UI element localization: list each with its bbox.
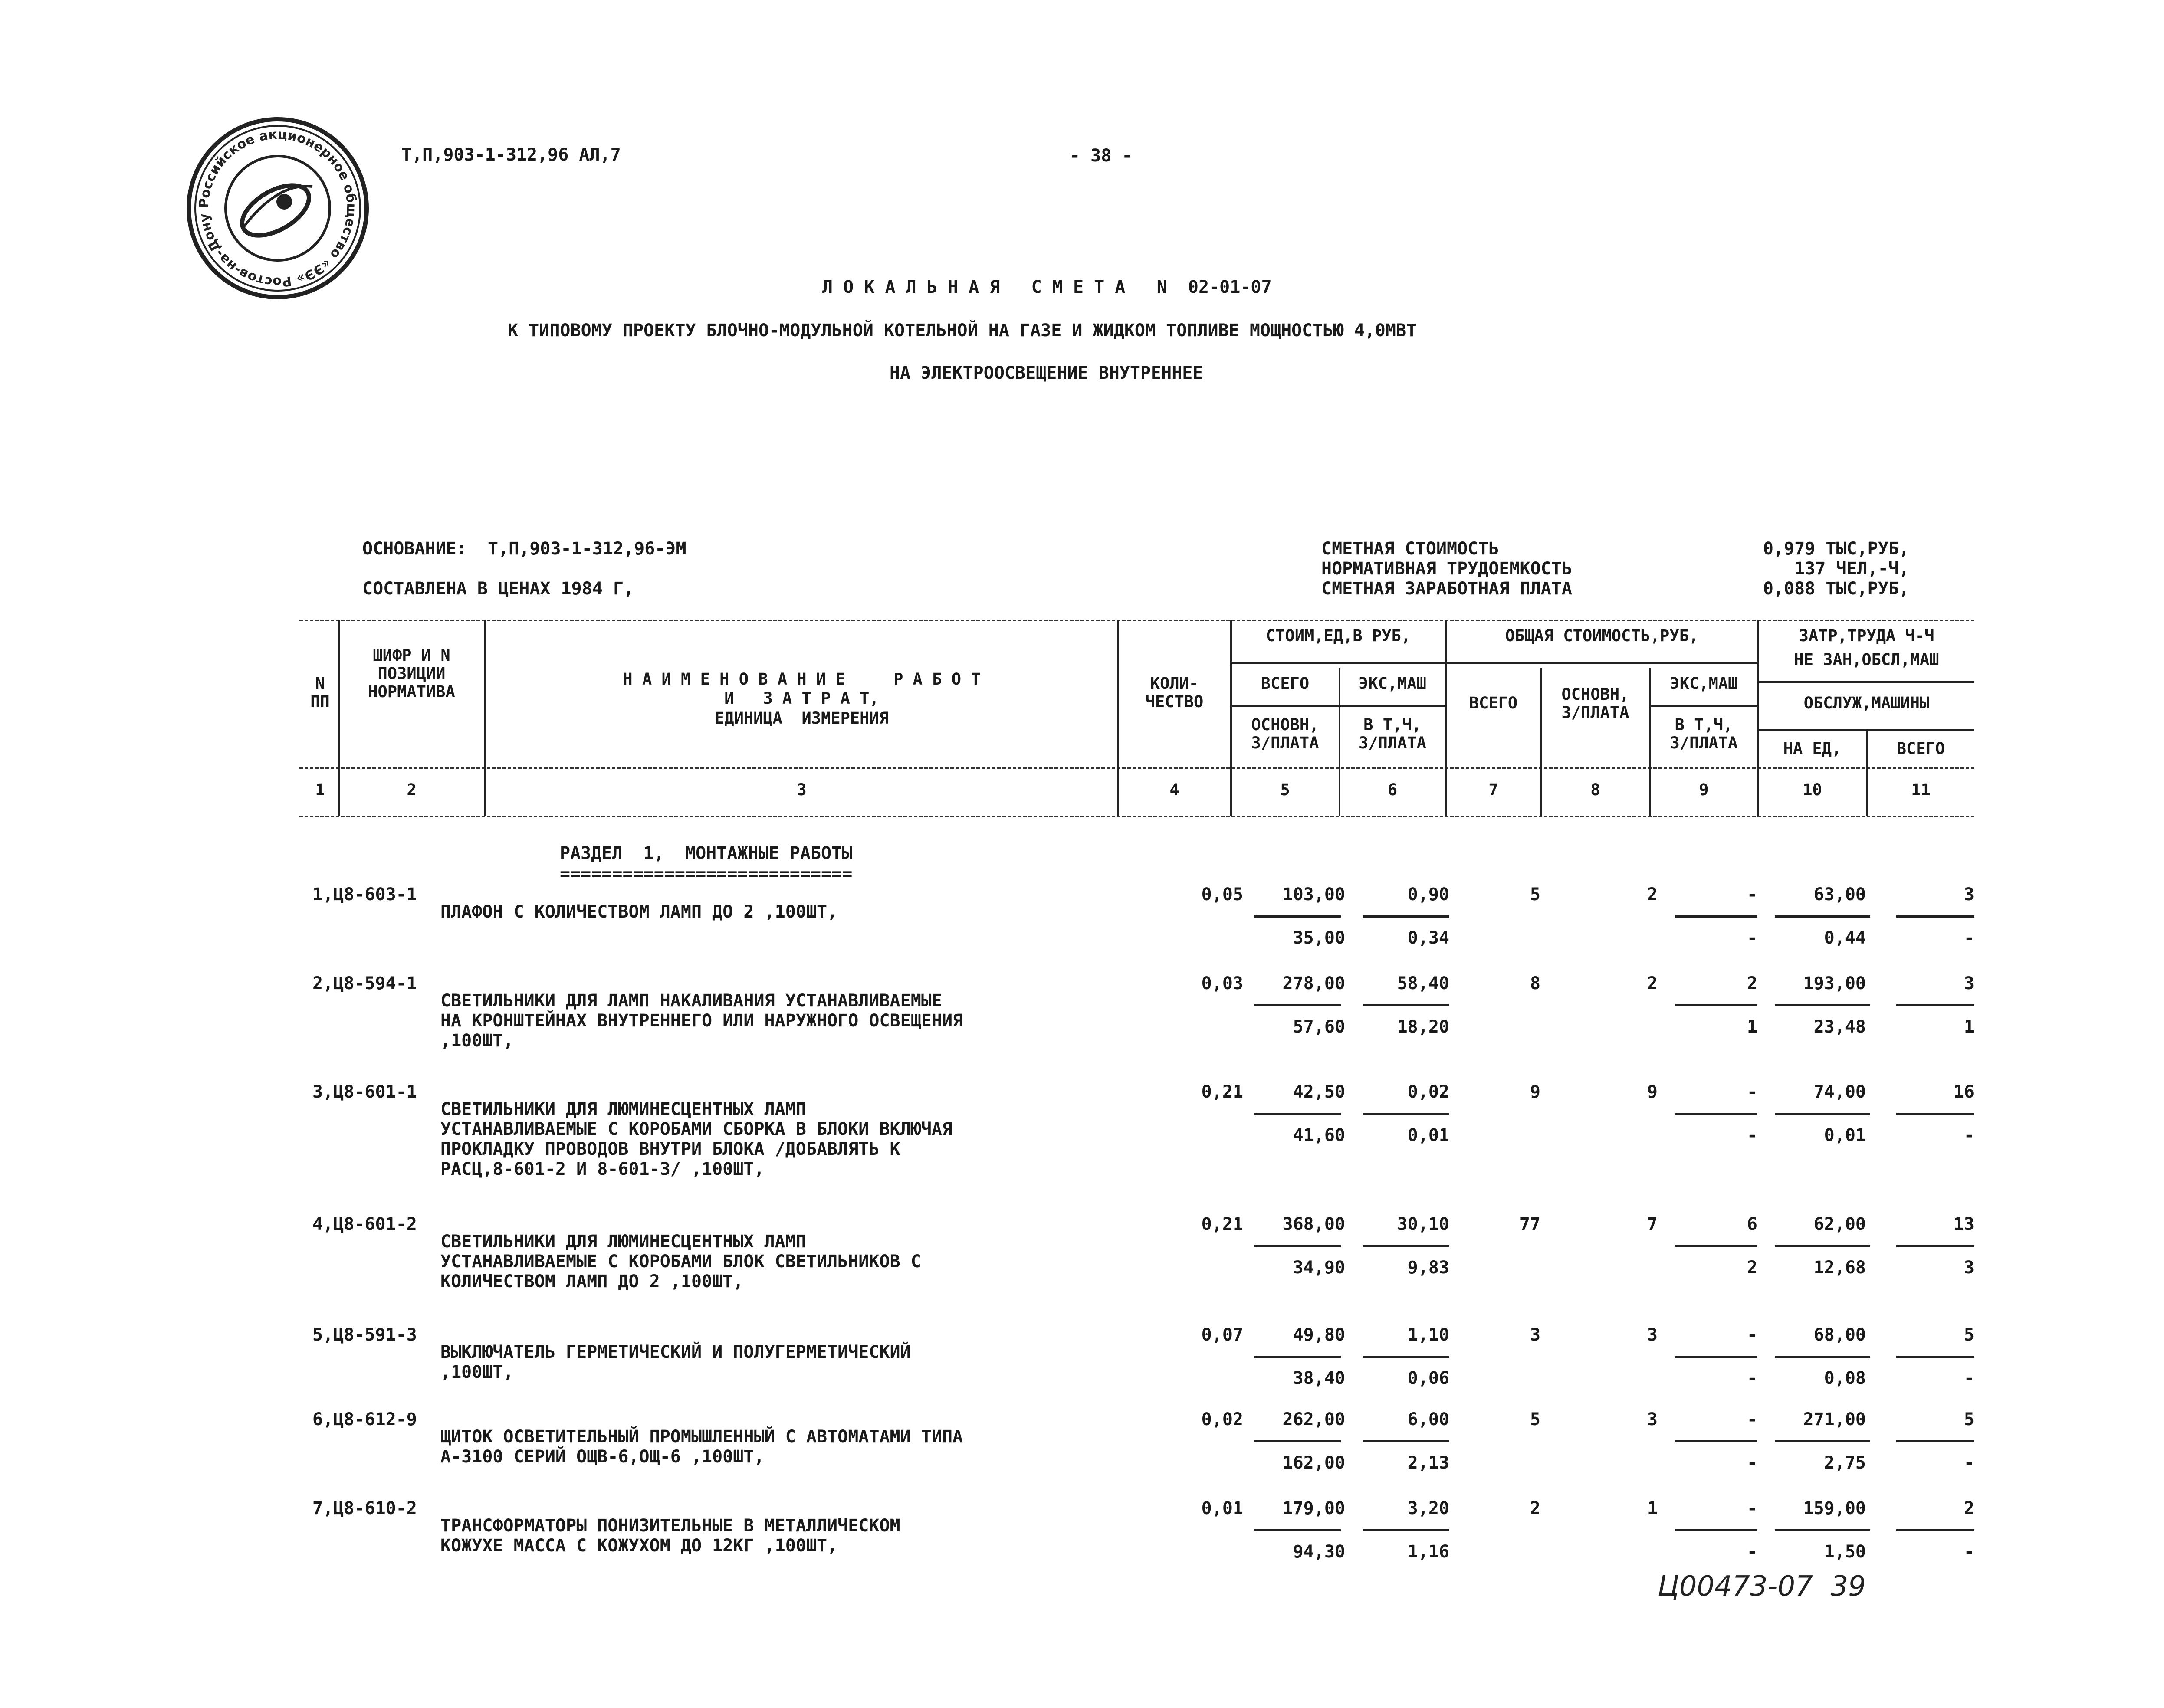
row-unit-wage: 162,00 (1282, 1453, 1345, 1473)
svg-text:Российское акционерное обществ (197, 127, 359, 289)
row-code: 7,Ц8-610-2 (312, 1498, 417, 1518)
row-name-line: УСТАНАВЛИВАЕМЫЕ С КОРОБАМИ БЛОК СВЕТИЛЬНИКОВ С (440, 1252, 921, 1272)
row-labor-unit: 63,00 (1813, 885, 1866, 905)
row-total-wage: 3 (1647, 1325, 1658, 1345)
row-unit-wage: 57,60 (1293, 1017, 1345, 1037)
row-total-wage: 1 (1647, 1498, 1658, 1518)
col-number: 6 (1387, 780, 1398, 799)
section-underline: ============================ (560, 864, 853, 884)
row-name-line: А-3100 СЕРИЙ ОЩВ-6,ОЩ-6 ,100ШТ, (440, 1447, 765, 1467)
company-seal (182, 113, 373, 304)
section-title: РАЗДЕЛ 1, МОНТАЖНЫЕ РАБОТЫ (560, 843, 853, 863)
cell-divider (1775, 1440, 1870, 1442)
cell-divider (1363, 1356, 1449, 1358)
cell-divider (1675, 1113, 1757, 1115)
row-unit-machines: 3,20 (1407, 1498, 1449, 1518)
summary-label-cost: СМЕТНАЯ СТОИМОСТЬ (1321, 539, 1499, 559)
row-total-machine-wage: - (1747, 1453, 1757, 1473)
row-unit-total: 179,00 (1282, 1498, 1345, 1518)
row-labor-machine-total: - (1964, 1542, 1974, 1562)
handwritten-note: Ц00473-07 39 (1658, 1570, 1866, 1603)
row-labor-total: 5 (1964, 1325, 1974, 1345)
row-name-line: СВЕТИЛЬНИКИ ДЛЯ ЛЮМИНЕСЦЕНТНЫХ ЛАМП (440, 1099, 806, 1119)
cell-divider (1775, 1004, 1870, 1006)
row-total-wage: 3 (1647, 1410, 1658, 1429)
col-header-9b: В Т,Ч, З/ПЛАТА (1670, 715, 1738, 752)
row-unit-total: 262,00 (1282, 1410, 1345, 1429)
row-name-line: КОЖУХЕ МАССА С КОЖУХОМ ДО 12КГ ,100ШТ, (440, 1536, 838, 1556)
cell-divider (1675, 915, 1757, 918)
cell-divider (1363, 1440, 1449, 1442)
row-total-wage: 9 (1647, 1082, 1658, 1102)
row-name-line: СВЕТИЛЬНИКИ ДЛЯ ЛЮМИНЕСЦЕНТНЫХ ЛАМП (440, 1232, 806, 1252)
row-unit-total: 103,00 (1282, 885, 1345, 905)
row-labor-machine-total: - (1964, 928, 1974, 948)
cell-divider (1896, 1529, 1974, 1531)
col-group-unit-cost: СТОИМ,ЕД,В РУБ, (1265, 626, 1411, 645)
summary-value-cost: 0,979 ТЫС,РУБ, (1763, 539, 1909, 559)
col-header-9a: ЭКС,МАШ (1670, 674, 1738, 693)
cell-divider (1254, 1113, 1341, 1115)
cell-divider (1363, 1004, 1449, 1006)
row-labor-machine-total: - (1964, 1368, 1974, 1388)
cell-divider (1675, 1529, 1757, 1531)
row-unit-wage: 41,60 (1293, 1125, 1345, 1145)
document-subtitle-2: НА ЭЛЕКТРООСВЕЩЕНИЕ ВНУТРЕННЕЕ (890, 363, 1203, 383)
row-code: 4,Ц8-601-2 (312, 1214, 417, 1234)
col-number: 9 (1699, 780, 1709, 799)
row-unit-machines: 1,10 (1407, 1325, 1449, 1345)
row-labor-machine-total: 3 (1964, 1258, 1974, 1278)
prices-line: СОСТАВЛЕНА В ЦЕНАХ 1984 Г, (362, 579, 634, 599)
col-header-2: ШИФР И N ПОЗИЦИИ НОРМАТИВА (368, 646, 455, 701)
row-code: 2,Ц8-594-1 (312, 974, 417, 993)
row-total-cost: 8 (1530, 974, 1540, 993)
row-labor-machine-unit: 0,44 (1824, 928, 1866, 948)
row-unit-wage: 35,00 (1293, 928, 1345, 948)
seal-text: Российское акционерное общество «ЭЭ» Ростов-на-Дону (196, 127, 359, 290)
col-header-11: ВСЕГО (1896, 739, 1945, 758)
col-header-3-line3: ЕДИНИЦА ИЗМЕРЕНИЯ (715, 709, 889, 728)
document-title: Л О К А Л Ь Н А Я С М Е Т А N 02-01-07 (822, 277, 1272, 297)
row-quantity: 0,05 (1201, 885, 1243, 905)
row-name-line: ПЛАФОН С КОЛИЧЕСТВОМ ЛАМП ДО 2 ,100ШТ, (440, 902, 838, 922)
basis-line: ОСНОВАНИЕ: Т,П,903-1-312,96-ЭМ (362, 539, 686, 559)
row-labor-unit: 193,00 (1803, 974, 1866, 993)
row-name-line: РАСЦ,8-601-2 И 8-601-3/ ,100ШТ, (440, 1159, 765, 1179)
cell-divider (1675, 1245, 1757, 1247)
row-unit-wage: 94,30 (1293, 1542, 1345, 1562)
cell-divider (1675, 1440, 1757, 1442)
row-unit-machines: 30,10 (1397, 1214, 1449, 1234)
cell-divider (1254, 1356, 1341, 1358)
cell-divider (1896, 1113, 1974, 1115)
row-total-machines: - (1747, 1082, 1757, 1102)
row-labor-total: 5 (1964, 1410, 1974, 1429)
row-labor-machine-total: - (1964, 1125, 1974, 1145)
row-name-line: ,100ШТ, (440, 1362, 514, 1382)
cell-divider (1775, 1356, 1870, 1358)
row-name-line: ,100ШТ, (440, 1031, 514, 1051)
row-unit-machine-wage: 9,83 (1407, 1258, 1449, 1278)
row-total-cost: 9 (1530, 1082, 1540, 1102)
col-header-5a: ВСЕГО (1261, 674, 1310, 693)
col-group-labor-3: ОБСЛУЖ,МАШИНЫ (1803, 694, 1930, 712)
row-labor-unit: 74,00 (1813, 1082, 1866, 1102)
row-unit-total: 42,50 (1293, 1082, 1345, 1102)
col-number: 2 (407, 780, 417, 799)
cell-divider (1363, 1245, 1449, 1247)
row-total-cost: 3 (1530, 1325, 1540, 1345)
row-quantity: 0,02 (1201, 1410, 1243, 1429)
row-labor-machine-unit: 12,68 (1813, 1258, 1866, 1278)
row-unit-machine-wage: 1,16 (1407, 1542, 1449, 1562)
col-header-8: ОСНОВН, З/ПЛАТА (1561, 685, 1629, 722)
cell-divider (1896, 1440, 1974, 1442)
row-labor-total: 3 (1964, 974, 1974, 993)
col-number: 5 (1280, 780, 1290, 799)
row-name-line: НА КРОНШТЕЙНАХ ВНУТРЕННЕГО ИЛИ НАРУЖНОГО ОСВЕЩЕНИЯ (440, 1011, 963, 1031)
col-header-3-line2: И З А Т Р А Т, (724, 689, 879, 708)
summary-label-labor: НОРМАТИВНАЯ ТРУДОЕМКОСТЬ (1321, 559, 1572, 579)
row-labor-machine-unit: 0,08 (1824, 1368, 1866, 1388)
row-labor-total: 16 (1953, 1082, 1974, 1102)
row-unit-machine-wage: 0,01 (1407, 1125, 1449, 1145)
row-total-cost: 77 (1519, 1214, 1540, 1234)
cell-divider (1254, 1529, 1341, 1531)
row-total-machine-wage: - (1747, 928, 1757, 948)
row-unit-machine-wage: 0,06 (1407, 1368, 1449, 1388)
cell-divider (1896, 915, 1974, 918)
row-labor-machine-total: - (1964, 1453, 1974, 1473)
cell-divider (1254, 1440, 1341, 1442)
row-code: 1,Ц8-603-1 (312, 885, 417, 905)
document-subtitle-1: К ТИПОВОМУ ПРОЕКТУ БЛОЧНО-МОДУЛЬНОЙ КОТЕЛЬНОЙ НА ГАЗЕ И ЖИДКОМ ТОПЛИВЕ МОЩНОСТЬЮ 4,0МВТ (508, 321, 1417, 341)
row-code: 5,Ц8-591-3 (312, 1325, 417, 1345)
row-quantity: 0,03 (1201, 974, 1243, 993)
col-header-6b: В Т,Ч, З/ПЛАТА (1359, 715, 1426, 752)
numbers-bottom-rule (299, 816, 1974, 817)
col-header-4: КОЛИ- ЧЕСТВО (1145, 674, 1204, 711)
row-total-wage: 7 (1647, 1214, 1658, 1234)
summary-value-wage: 0,088 ТЫС,РУБ, (1763, 579, 1909, 599)
cell-divider (1254, 1004, 1341, 1006)
summary-label-wage: СМЕТНАЯ ЗАРАБОТНАЯ ПЛАТА (1321, 579, 1572, 599)
col-header-1: N ПП (310, 674, 330, 711)
row-quantity: 0,21 (1201, 1082, 1243, 1102)
row-quantity: 0,01 (1201, 1498, 1243, 1518)
cell-divider (1896, 1004, 1974, 1006)
row-labor-machine-unit: 2,75 (1824, 1453, 1866, 1473)
row-total-machine-wage: - (1747, 1125, 1757, 1145)
page-number: - 38 - (1070, 146, 1133, 166)
row-name-line: ВЫКЛЮЧАТЕЛЬ ГЕРМЕТИЧЕСКИЙ И ПОЛУГЕРМЕТИЧЕСКИЙ (440, 1342, 911, 1362)
col-header-5b: ОСНОВН, З/ПЛАТА (1251, 715, 1319, 752)
row-total-machine-wage: - (1747, 1542, 1757, 1562)
cell-divider (1775, 1113, 1870, 1115)
cell-divider (1675, 1004, 1757, 1006)
row-labor-unit: 62,00 (1813, 1214, 1866, 1234)
col-number: 11 (1911, 780, 1931, 799)
row-unit-machines: 0,90 (1407, 885, 1449, 905)
row-name-line: СВЕТИЛЬНИКИ ДЛЯ ЛАМП НАКАЛИВАНИЯ УСТАНАВЛИВАЕМЫЕ (440, 991, 942, 1011)
col-number: 4 (1169, 780, 1179, 799)
row-unit-machine-wage: 2,13 (1407, 1453, 1449, 1473)
row-quantity: 0,21 (1201, 1214, 1243, 1234)
col-number: 3 (797, 780, 807, 799)
row-unit-machines: 6,00 (1407, 1410, 1449, 1429)
cell-divider (1896, 1356, 1974, 1358)
row-unit-wage: 34,90 (1293, 1258, 1345, 1278)
row-total-machine-wage: - (1747, 1368, 1757, 1388)
row-unit-machines: 58,40 (1397, 974, 1449, 993)
row-total-cost: 2 (1530, 1498, 1540, 1518)
row-labor-total: 13 (1953, 1214, 1974, 1234)
row-total-machines: - (1747, 1498, 1757, 1518)
col-group-labor-1: ЗАТР,ТРУДА Ч-Ч (1799, 626, 1934, 645)
row-name-line: КОЛИЧЕСТВОМ ЛАМП ДО 2 ,100ШТ, (440, 1272, 744, 1292)
row-labor-machine-unit: 1,50 (1824, 1542, 1866, 1562)
col-header-3-line1: Н А И М Е Н О В А Н И Е Р А Б О Т (623, 670, 981, 688)
row-total-machines: - (1747, 1410, 1757, 1429)
row-labor-unit: 68,00 (1813, 1325, 1866, 1345)
row-total-machines: 6 (1747, 1214, 1757, 1234)
col-group-labor-2: НЕ ЗАН,ОБСЛ,МАШ (1794, 650, 1939, 669)
row-labor-machine-unit: 0,01 (1824, 1125, 1866, 1145)
col-number: 10 (1803, 780, 1822, 799)
row-name-line: УСТАНАВЛИВАЕМЫЕ С КОРОБАМИ СБОРКА В БЛОКИ ВКЛЮЧАЯ (440, 1119, 953, 1139)
table-top-rule (299, 620, 1974, 621)
row-total-wage: 2 (1647, 885, 1658, 905)
row-labor-unit: 271,00 (1803, 1410, 1866, 1429)
cell-divider (1775, 1245, 1870, 1247)
row-unit-total: 49,80 (1293, 1325, 1345, 1345)
cell-divider (1775, 915, 1870, 918)
col-number: 1 (315, 780, 325, 799)
row-unit-total: 368,00 (1282, 1214, 1345, 1234)
col-header-10: НА ЕД, (1783, 739, 1842, 758)
row-unit-machines: 0,02 (1407, 1082, 1449, 1102)
row-unit-total: 278,00 (1282, 974, 1345, 993)
col-header-7: ВСЕГО (1469, 694, 1518, 712)
header-bottom-rule (299, 767, 1974, 769)
cell-divider (1363, 1529, 1449, 1531)
row-name-line: ТРАНСФОРМАТОРЫ ПОНИЗИТЕЛЬНЫЕ В МЕТАЛЛИЧЕСКОМ (440, 1516, 900, 1536)
row-labor-total: 2 (1964, 1498, 1974, 1518)
row-code: 3,Ц8-601-1 (312, 1082, 417, 1102)
cell-divider (1775, 1529, 1870, 1531)
cell-divider (1675, 1356, 1757, 1358)
row-total-cost: 5 (1530, 1410, 1540, 1429)
row-total-machine-wage: 1 (1747, 1017, 1757, 1037)
col-header-6a: ЭКС,МАШ (1359, 674, 1426, 693)
row-labor-unit: 159,00 (1803, 1498, 1866, 1518)
col-number: 8 (1590, 780, 1600, 799)
row-unit-machine-wage: 18,20 (1397, 1017, 1449, 1037)
row-labor-machine-unit: 23,48 (1813, 1017, 1866, 1037)
col-number: 7 (1488, 780, 1498, 799)
row-code: 6,Ц8-612-9 (312, 1410, 417, 1429)
cell-divider (1254, 915, 1341, 918)
row-name-line: ПРОКЛАДКУ ПРОВОДОВ ВНУТРИ БЛОКА /ДОБАВЛЯТЬ К (440, 1139, 900, 1159)
row-total-machine-wage: 2 (1747, 1258, 1757, 1278)
row-unit-wage: 38,40 (1293, 1368, 1345, 1388)
row-total-machines: - (1747, 885, 1757, 905)
row-name-line: ЩИТОК ОСВЕТИТЕЛЬНЫЙ ПРОМЫШЛЕННЫЙ С АВТОМАТАМИ ТИПА (440, 1427, 963, 1447)
document-code: Т,П,903-1-312,96 АЛ,7 (401, 145, 621, 165)
col-group-total-cost: ОБЩАЯ СТОИМОСТЬ,РУБ, (1505, 626, 1699, 645)
summary-value-labor: 137 ЧЕЛ,-Ч, (1794, 559, 1909, 579)
row-unit-machine-wage: 0,34 (1407, 928, 1449, 948)
cell-divider (1254, 1245, 1341, 1247)
cell-divider (1896, 1245, 1974, 1247)
row-total-wage: 2 (1647, 974, 1658, 993)
row-labor-total: 3 (1964, 885, 1974, 905)
row-quantity: 0,07 (1201, 1325, 1243, 1345)
cell-divider (1363, 915, 1449, 918)
cell-divider (1363, 1113, 1449, 1115)
row-total-machines: 2 (1747, 974, 1757, 993)
row-total-machines: - (1747, 1325, 1757, 1345)
row-total-cost: 5 (1530, 885, 1540, 905)
row-labor-machine-total: 1 (1964, 1017, 1974, 1037)
